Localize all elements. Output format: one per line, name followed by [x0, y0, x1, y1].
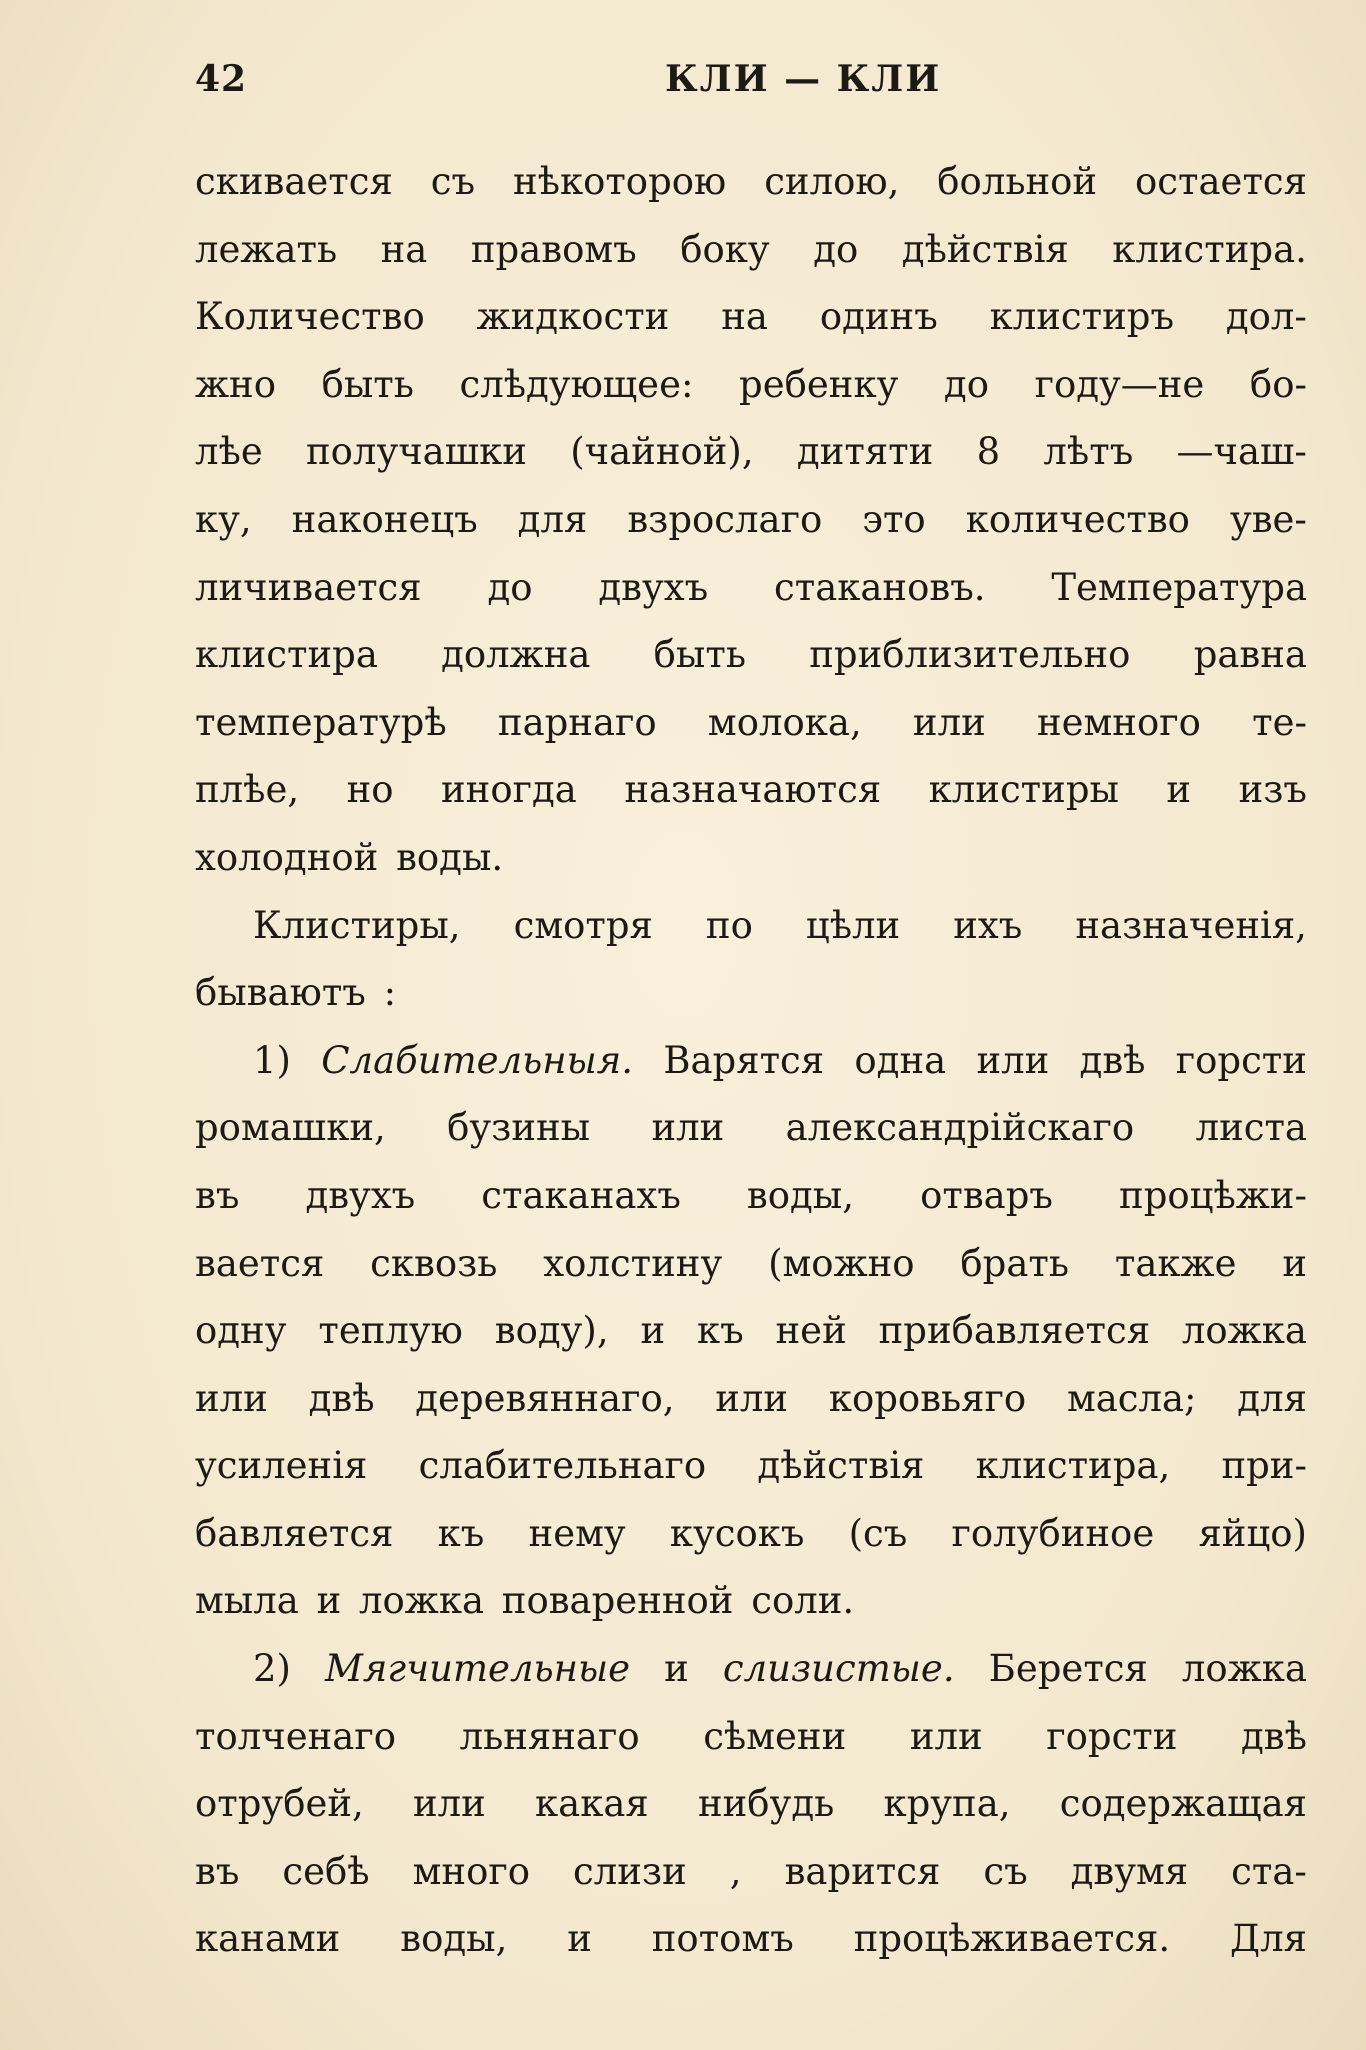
word: клистира. [1112, 227, 1307, 271]
word: нибудь [697, 1782, 835, 1826]
word: по [705, 903, 753, 947]
word: поваренной [501, 1579, 734, 1623]
word: отрубей, [195, 1782, 364, 1826]
word: къ [696, 1309, 744, 1353]
word: процѣживается. [853, 1917, 1171, 1961]
text-line [195, 1567, 1307, 1635]
word: ста- [1231, 1849, 1307, 1893]
text-line [195, 1635, 1307, 1703]
word: правомъ [470, 227, 637, 271]
word: году—не [1034, 362, 1205, 406]
word: соли. [751, 1579, 855, 1623]
word: и [664, 1647, 689, 1691]
word: одинъ [819, 295, 938, 339]
word: прибавляется [878, 1309, 1151, 1353]
word: немного [1036, 700, 1201, 744]
word: канами [195, 1917, 341, 1961]
text-line [195, 1432, 1307, 1500]
text-line [195, 418, 1307, 486]
page-number: 42 [195, 58, 248, 100]
word: на [721, 295, 768, 339]
word: лежать [195, 227, 338, 271]
word: себѣ [282, 1849, 370, 1893]
word: дѣйствія [901, 227, 1069, 271]
word: теплую [318, 1309, 463, 1353]
text-line [195, 1027, 1307, 1095]
word: клистиръ [989, 295, 1174, 339]
text-line [195, 351, 1307, 419]
word: масла; [1066, 1376, 1197, 1420]
word: 2) [253, 1647, 291, 1691]
word: воду), [494, 1309, 609, 1353]
running-head: КЛИ — КЛИ [665, 58, 942, 100]
word: те- [1252, 700, 1307, 744]
word: лѣе [195, 430, 263, 474]
word: горсти [1046, 1714, 1178, 1758]
word: остается [1135, 160, 1307, 203]
text-line [195, 621, 1307, 689]
text-line [195, 554, 1307, 622]
word: холстину [543, 1241, 723, 1285]
word: назначаются [624, 768, 882, 812]
word: содержащая [1059, 1782, 1307, 1826]
body-text [195, 148, 1307, 1973]
word: клистиры [928, 768, 1119, 812]
word: усиленія [195, 1444, 368, 1488]
word: плѣе, [195, 768, 300, 812]
word: цѣли [805, 903, 901, 947]
word: и [316, 1579, 342, 1623]
word: воды, [400, 1917, 508, 1961]
word: льнянаго [459, 1714, 640, 1758]
word: изъ [1238, 768, 1307, 812]
word: двѣ [308, 1376, 375, 1420]
word: больной [937, 160, 1098, 203]
word: личивается [195, 565, 422, 609]
word: листа [1195, 1106, 1307, 1150]
word: двѣ [1079, 1038, 1146, 1082]
word: дѣйствія [757, 1444, 925, 1488]
word: до [943, 362, 989, 406]
word: 8 [976, 430, 1001, 474]
word: крупа, [883, 1782, 1011, 1826]
word: количество [965, 497, 1190, 541]
word: и [1282, 1241, 1307, 1285]
word: кусокъ [669, 1511, 805, 1555]
word: потомъ [651, 1917, 794, 1961]
word: одна [854, 1038, 947, 1082]
word: равна [1193, 633, 1307, 677]
word: ребенку [739, 362, 899, 406]
word: стаканахъ [481, 1173, 681, 1217]
word: горсти [1175, 1038, 1307, 1082]
page-header [195, 58, 1307, 118]
word: жно [195, 362, 276, 406]
word: Варятся [663, 1038, 825, 1082]
word: или [909, 1714, 983, 1758]
word: бо- [1249, 362, 1307, 406]
word: Количество [195, 295, 425, 339]
word: вается [195, 1241, 325, 1285]
word: деревяннаго, [415, 1376, 675, 1420]
text-line [195, 1162, 1307, 1230]
text-line [195, 892, 1307, 960]
word: стакановъ. [774, 565, 986, 609]
word: дитяти [796, 430, 934, 474]
word: двухъ [305, 1173, 416, 1217]
word: бываютъ [195, 971, 366, 1015]
word: или [976, 1038, 1050, 1082]
word: скивается [195, 160, 393, 203]
word: клистира [195, 633, 378, 677]
word: слизи [573, 1849, 687, 1893]
word: или [651, 1106, 725, 1150]
word: взрослаго [627, 497, 823, 541]
word: ложка [1181, 1309, 1307, 1353]
word: или [195, 1376, 268, 1420]
word: одну [195, 1309, 287, 1353]
word: Слабительныя. [321, 1038, 634, 1082]
word: сѣмени [703, 1714, 847, 1758]
word: ромашки, [195, 1106, 386, 1150]
word: уве- [1229, 497, 1307, 541]
word: или [413, 1782, 486, 1826]
word: клистира, [975, 1444, 1171, 1488]
word: воды, [746, 1173, 855, 1217]
text-line [195, 824, 1307, 892]
word: въ [195, 1849, 240, 1893]
word: или [715, 1376, 789, 1420]
text-line [195, 1770, 1307, 1838]
word: нѣкоторою [512, 160, 727, 203]
word: или [912, 700, 986, 744]
word: коровьяго [828, 1376, 1027, 1420]
word: наконецъ [291, 497, 478, 541]
text-line [195, 1838, 1307, 1906]
word: на [380, 227, 428, 271]
word: (можно [768, 1241, 915, 1285]
word: Для [1230, 1917, 1307, 1961]
word: сквозь [370, 1241, 498, 1285]
word: и [567, 1917, 592, 1961]
word: голубиное [951, 1511, 1155, 1555]
word: (чайной), [570, 430, 754, 474]
word: должна [441, 633, 591, 677]
word: также [1114, 1241, 1237, 1285]
word: бузины [447, 1106, 591, 1150]
word: парнаго [497, 700, 657, 744]
word: нему [528, 1511, 626, 1555]
word: Температура [1051, 565, 1307, 609]
text-line [195, 756, 1307, 824]
word: жидкости [476, 295, 670, 339]
word: ихъ [953, 903, 1023, 947]
word: воды. [396, 835, 504, 879]
word: и [1166, 768, 1192, 812]
word: съ [983, 1849, 1028, 1893]
word: какая [535, 1782, 649, 1826]
word: дол- [1225, 295, 1307, 339]
word: это [862, 497, 926, 541]
word: но [346, 768, 394, 812]
word: до [813, 227, 859, 271]
word: двумя [1070, 1849, 1189, 1893]
word: мыла [195, 1579, 299, 1623]
word: варится [784, 1849, 941, 1893]
text-line [195, 1500, 1307, 1568]
word: для [517, 497, 588, 541]
word: холодной [195, 835, 379, 879]
word: иногда [441, 768, 577, 812]
word: съ [430, 160, 476, 203]
word: температурѣ [195, 700, 447, 744]
word: ложка [1181, 1647, 1307, 1691]
word: слабительнаго [418, 1444, 707, 1488]
word: приблизительно [809, 633, 1131, 677]
word: процѣжи- [1119, 1173, 1307, 1217]
word: ней [775, 1309, 847, 1353]
word: слизистые. [722, 1647, 955, 1691]
word: назначенія, [1075, 903, 1307, 947]
word: быть [653, 633, 746, 677]
text-line [195, 1905, 1307, 1973]
word: много [412, 1849, 531, 1893]
word: двѣ [1241, 1714, 1307, 1758]
word: боку [680, 227, 770, 271]
word: отваръ [920, 1173, 1053, 1217]
word: для [1237, 1376, 1307, 1420]
text-line [195, 1365, 1307, 1433]
word: брать [960, 1241, 1070, 1285]
word: (съ [848, 1511, 908, 1555]
word: Клистиры, [253, 903, 461, 947]
word: къ [437, 1511, 485, 1555]
word: силою, [764, 160, 900, 203]
text-line [195, 1297, 1307, 1365]
word: быть [321, 362, 414, 406]
word: слѣдующее: [459, 362, 694, 406]
word: : [383, 971, 397, 1015]
word: 1) [253, 1038, 291, 1082]
word: яйцо) [1198, 1511, 1307, 1555]
word: —чаш- [1176, 430, 1307, 474]
word: бавляется [195, 1511, 394, 1555]
word: , [729, 1849, 742, 1893]
text-line [195, 689, 1307, 757]
word: молока, [707, 700, 862, 744]
word: въ [195, 1173, 240, 1217]
word: александрійскаго [785, 1106, 1135, 1150]
text-line [195, 1230, 1307, 1298]
word: Берется [988, 1647, 1148, 1691]
text-line [195, 283, 1307, 351]
word: ложка [359, 1579, 485, 1623]
word: толченаго [195, 1714, 396, 1758]
text-line [195, 148, 1307, 216]
text-line [195, 959, 1307, 1027]
word: ку, [195, 497, 252, 541]
word: при- [1221, 1444, 1307, 1488]
word: двухъ [598, 565, 709, 609]
word: смотря [513, 903, 653, 947]
word: получашки [306, 430, 527, 474]
text-line [195, 486, 1307, 554]
word: до [487, 565, 533, 609]
word: Мягчительные [325, 1647, 631, 1691]
word: и [640, 1309, 666, 1353]
text-line [195, 216, 1307, 284]
word: лѣтъ [1043, 430, 1134, 474]
text-line [195, 1703, 1307, 1771]
text-line [195, 1094, 1307, 1162]
